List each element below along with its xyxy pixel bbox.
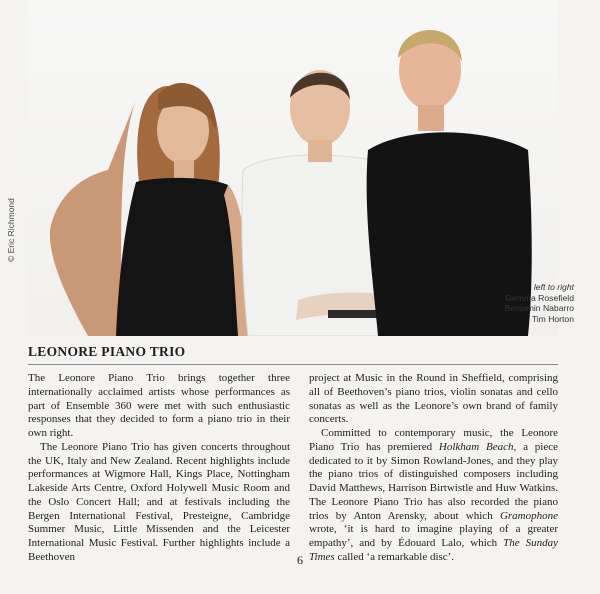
caption-name-1: Gemma Rosefield xyxy=(505,292,574,303)
text-run: called ‘a remarkable disc’. xyxy=(334,550,455,563)
trio-photo-illustration xyxy=(28,0,558,336)
text-run: , a piece dedicated to it by Simon Rowland-Jones, and they play the piano trios of distinguished composers including David Matthews, Harrison Birtwistle and Huw Watkins. The Leonore Piano Trio has also recorded the piano trios by Anton Arensky, about which xyxy=(309,440,558,522)
paragraph: The Leonore Piano Trio brings together three internationally acclaimed artists whose performances as part of Ensemble 360 were met with such enthusiastic responses that they decided to form a piano trio in their own right. xyxy=(28,372,290,439)
trio-photo xyxy=(28,0,558,336)
caption-name-2: Benjamin Nabarro xyxy=(504,303,574,314)
section-heading: LEONORE PIANO TRIO xyxy=(28,344,186,359)
heading-divider xyxy=(28,364,558,365)
caption-name-3: Tim Horton xyxy=(531,313,574,324)
page-number: 6 xyxy=(297,553,303,567)
photo-caption xyxy=(505,282,574,324)
publication-title: Gramophone xyxy=(499,509,558,522)
text-column-left xyxy=(28,372,290,565)
photo-credit: © Eric Richmond xyxy=(6,198,16,262)
work-title: Holkham Beach xyxy=(438,440,514,453)
paragraph: The Leonore Piano Trio has given concerts throughout the UK, Italy and New Zealand. Recent highlights include performances at Wigmore Hall, Kings Place, Nottingham Lakeside Arts Centre, Oxford Holywell Music Room and the Oslo Concert Hall; and at festivals including the Bergen International Festival, Presteigne, Cambridge Summer Music, Little Missenden and the Leicester International Music Festival. Further highlights include a Beethoven xyxy=(28,440,290,563)
paragraph: project at Music in the Round in Sheffield, comprising all of Beethoven’s piano trios, violin sonatas and cello sonatas as well as the Leonore’s own brand of family concerts. xyxy=(309,372,558,426)
text-run: wrote, ‘it is hard to imagine playing of a greater empathy’, and by Édouard Lalo, which xyxy=(309,523,558,549)
text-run: Committed to contemporary music, the Leonore Piano Trio has premiered xyxy=(309,427,558,453)
publication-title: The Sunday Times xyxy=(309,537,558,563)
caption-lead: left to right xyxy=(533,282,574,292)
text-column-right xyxy=(309,372,558,565)
paragraph xyxy=(309,427,558,565)
